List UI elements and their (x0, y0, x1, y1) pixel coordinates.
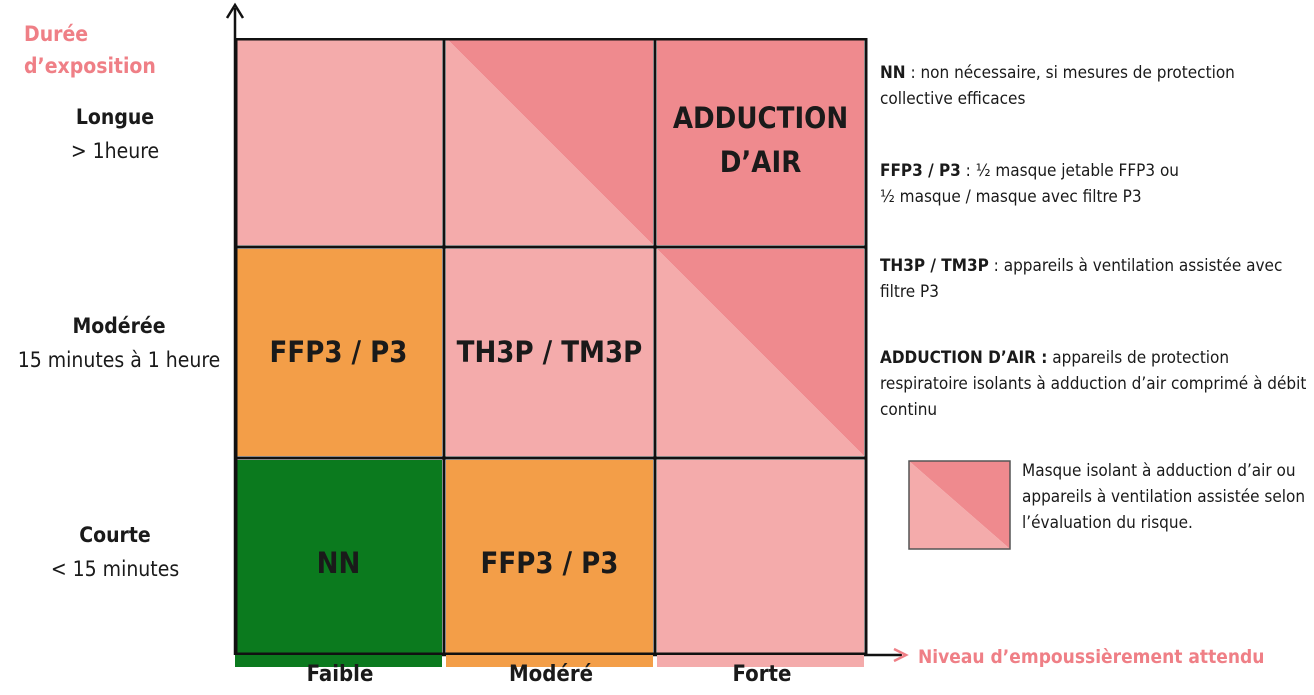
legend-nn-key: NN (880, 63, 906, 83)
cell-courte-faible-text: NN (316, 546, 361, 580)
x-axis-title: Niveau d’empoussièrement attendu (918, 646, 1265, 668)
row-label-moderee-detail: 15 minutes à 1 heure (17, 348, 221, 372)
legend-th3p (880, 253, 1310, 305)
cell-adduction-line1: ADDUCTION (672, 101, 849, 135)
legend-swatch-text: Masque isolant à adduction d’air ou appareils à ventilation assistée selon l’évaluation du risque. (1022, 461, 1306, 533)
row-label-courte-name: Courte (79, 523, 151, 547)
legend-ffp3-text-1: : ½ masque jetable FFP3 ou (960, 161, 1180, 181)
cell-moderee-modere-text: TH3P / TM3P (456, 335, 643, 369)
legend-ffp3-key: FFP3 / P3 (880, 161, 961, 181)
row-label-longue-name: Longue (75, 105, 155, 129)
legend-nn-text: : non nécessaire, si mesures de protection collective efficaces (880, 63, 1235, 109)
legend-adduction-text: appareils de protection respiratoire isolants à adduction d’air comprimé à débit continu (880, 348, 1307, 420)
col-label-modere: Modéré (508, 662, 594, 687)
legend-nn (880, 60, 1310, 112)
col-label-forte: Forte (732, 662, 792, 687)
legend-th3p-text: : appareils à ventilation assistée avec filtre P3 (880, 256, 1283, 302)
y-axis-title-line1: Durée (24, 22, 89, 46)
risk-matrix (235, 38, 880, 655)
cell-moderee-faible-text: FFP3 / P3 (269, 335, 408, 369)
legend-ffp3-text-2: ½ masque / masque avec filtre P3 (880, 187, 1142, 207)
legend-adduction-key: ADDUCTION D’AIR : (880, 348, 1048, 368)
y-axis-title-line2: d’exposition (24, 54, 156, 78)
row-label-longue-detail: > 1heure (70, 139, 160, 163)
cell-courte-modere-text: FFP3 / P3 (480, 546, 619, 580)
legend-ffp3 (880, 158, 1310, 210)
legend-swatch (908, 460, 1011, 550)
row-label-moderee-name: Modérée (72, 314, 166, 338)
col-label-faible: Faible (306, 662, 374, 687)
grid-lines (235, 38, 880, 655)
cell-adduction-line2: D’AIR (719, 145, 802, 179)
row-label-courte-detail: < 15 minutes (50, 557, 180, 581)
legend-adduction (880, 345, 1310, 423)
legend-th3p-key: TH3P / TM3P (880, 256, 989, 276)
